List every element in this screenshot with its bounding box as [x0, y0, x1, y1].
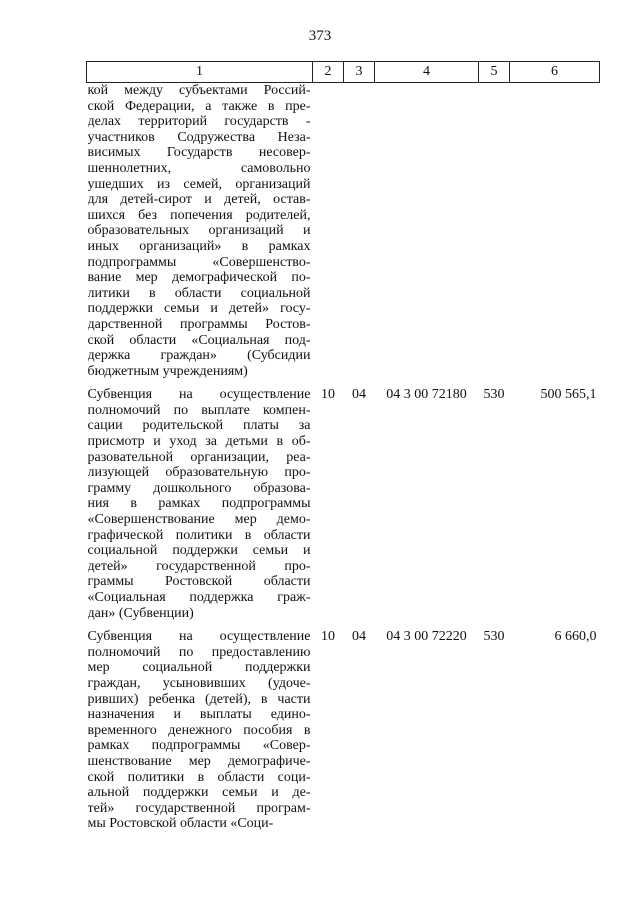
amount-cell: [510, 83, 600, 380]
description-line: граждан, усыновивших (удоче-: [87, 675, 311, 691]
table-row: [87, 83, 600, 380]
description-line: разовательной организации, реа-: [87, 449, 311, 465]
table-header-row: [87, 62, 600, 83]
description-line: ской политики в области соци-: [87, 769, 311, 785]
description-line: грамму дошкольного образова-: [87, 480, 311, 496]
description-line: ния в рамках подпрограммы: [87, 496, 311, 512]
description-line: участников Содружества Неза-: [87, 129, 311, 145]
amount-cell: 6 660,0: [554, 629, 597, 645]
description-line: назначения и выплаты едино-: [87, 707, 311, 723]
description-line: ушедших из семей, организаций: [87, 176, 311, 192]
spacer-cell: [375, 621, 479, 629]
description-line: полномочий по предоставлению: [87, 644, 311, 660]
description-line: дарственной программы Ростов-: [87, 316, 311, 332]
target-article-cell: 04 3 00 72220: [386, 629, 467, 645]
description-line: «Совершенствование мер демо-: [87, 512, 311, 528]
header-cell: 4: [375, 62, 479, 83]
expense-type-cell: 530: [483, 387, 505, 403]
section-code-cell: 10: [321, 629, 335, 645]
description-line: тей» государственной програм-: [87, 800, 311, 816]
description-line: бюджетным учреждениям): [87, 363, 248, 379]
spacer-cell: [375, 379, 479, 387]
row-spacer: [87, 379, 600, 387]
description-line: рамках подпрограммы «Совер-: [87, 738, 311, 754]
description-line: Субвенция на осуществление: [87, 387, 311, 403]
description-line: кой между субъектами Россий-: [87, 83, 311, 98]
description-line: социальной поддержки семьи и: [87, 543, 311, 559]
description-line: мер социальной поддержки: [87, 660, 311, 676]
section-code-cell: [313, 83, 344, 380]
description-line: графической политики в области: [87, 527, 311, 543]
description-line: сации родительской платы за: [87, 418, 311, 434]
spacer-cell: [510, 621, 600, 629]
description-line: висимых Государств несовер-: [87, 145, 311, 161]
description-line: держка граждан» (Субсидии: [87, 348, 311, 364]
description-line: мы Ростовской области «Соци-: [87, 816, 274, 832]
description-line: «Социальная поддержка граж-: [87, 590, 311, 605]
subsection-code-cell: 04: [352, 629, 366, 645]
table-row: [87, 387, 600, 621]
description-line: дан» (Субвенции): [87, 605, 194, 621]
spacer-cell: [510, 379, 600, 387]
description-line: детей» государственной про-: [87, 558, 311, 574]
subsection-code-cell: 04: [352, 387, 366, 403]
description-line: шенствование мер демографиче-: [87, 753, 311, 769]
spacer-cell: [313, 379, 344, 387]
description-line: ской Федерации, а также в пре-: [87, 98, 311, 114]
description-line: образовательных организаций и: [87, 223, 311, 239]
header-cell: 1: [87, 62, 313, 83]
target-article-cell: 04 3 00 72180: [386, 387, 467, 403]
description-line: Субвенция на осуществление: [87, 629, 311, 645]
budget-table: [86, 61, 600, 832]
description-line: полномочий по выплате компен-: [87, 402, 311, 418]
target-article-cell: [375, 83, 479, 380]
header-cell: 3: [344, 62, 375, 83]
row-spacer: [87, 621, 600, 629]
expense-type-cell: [479, 83, 510, 380]
spacer-cell: [87, 621, 313, 629]
table-row: [87, 629, 600, 832]
description-line: делах территорий государств -: [87, 114, 311, 130]
description-line: граммы Ростовской области: [87, 574, 311, 590]
spacer-cell: [479, 621, 510, 629]
description-line: подпрограммы «Совершенство-: [87, 254, 311, 270]
expense-type-cell: 530: [483, 629, 505, 645]
description-line: поддержки семьи и детей» госу-: [87, 301, 311, 317]
header-cell: 6: [510, 62, 600, 83]
description-line: литики в области социальной: [87, 285, 311, 301]
spacer-cell: [313, 621, 344, 629]
amount-cell: 500 565,1: [540, 387, 597, 403]
description-line: лизующей образовательную про-: [87, 465, 311, 481]
spacer-cell: [87, 379, 313, 387]
page-number: 373: [308, 28, 332, 44]
spacer-cell: [344, 621, 375, 629]
description-line: ской области «Социальная под-: [87, 332, 311, 348]
subsection-code-cell: [344, 83, 375, 380]
description-line: альной поддержки семьи и де-: [87, 785, 311, 801]
description-line: присмотр и уход за детьми в об-: [87, 434, 311, 450]
header-cell: 2: [313, 62, 344, 83]
spacer-cell: [344, 379, 375, 387]
description-line: шеннолетних, самовольно: [87, 160, 311, 176]
description-line: иных организаций» в рамках: [87, 238, 311, 254]
description-line: вание мер демографической по-: [87, 270, 311, 286]
description-line: шихся без попечения родителей,: [87, 207, 311, 223]
spacer-cell: [479, 379, 510, 387]
description-cell: [87, 387, 313, 621]
description-cell: [87, 83, 313, 380]
header-cell: 5: [479, 62, 510, 83]
description-line: временного денежного пособия в: [87, 722, 311, 738]
description-line: ривших) ребенка (детей), в части: [87, 691, 311, 707]
section-code-cell: 10: [321, 387, 335, 403]
description-cell: [87, 629, 313, 832]
description-line: для детей-сирот и детей, остав-: [87, 192, 311, 208]
